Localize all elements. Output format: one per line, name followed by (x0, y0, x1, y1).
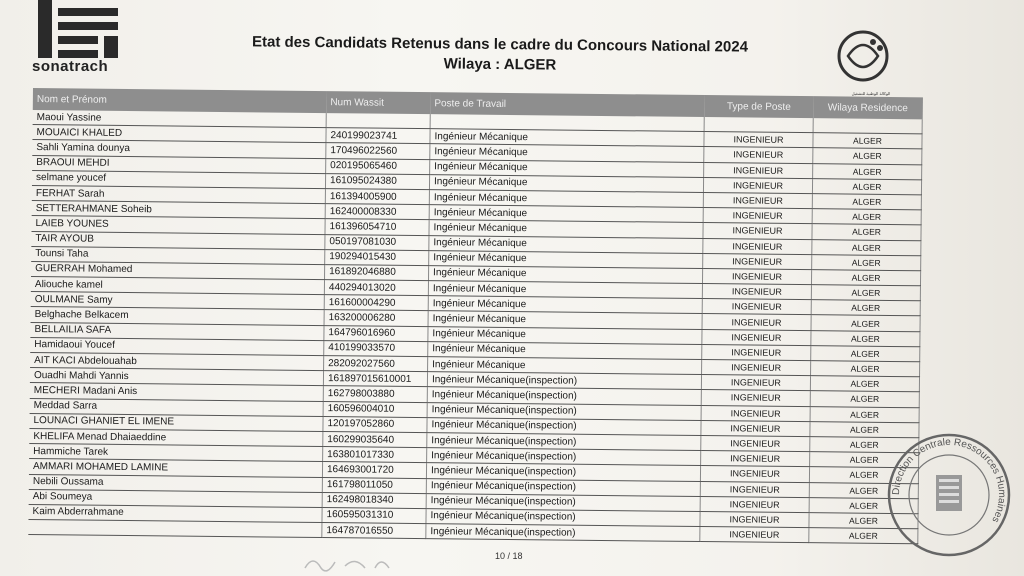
cell-wilaya: ALGER (811, 345, 920, 361)
cell-name: Kaim Abderrahmane (28, 504, 322, 522)
cell-type: INGENIEUR (702, 284, 811, 300)
cell-name: SETTERAHMANE Soheib (32, 201, 326, 219)
cell-poste: Ingénieur Mécanique(inspection) (427, 387, 701, 405)
cell-name: Sahli Yamina dounya (32, 140, 326, 158)
cell-wilaya: ALGER (809, 497, 918, 513)
cell-wilaya: ALGER (812, 254, 921, 270)
page-number: 10 / 18 (495, 551, 523, 561)
cell-type: INGENIEUR (701, 420, 810, 436)
cell-name: Belghache Belkacem (31, 307, 325, 325)
cell-wilaya: ALGER (809, 467, 918, 483)
page-title: Etat des Candidats Retenus dans le cadre du Concours National 2024 (251, 33, 749, 56)
cell-wassit: 120197052860 (323, 416, 427, 432)
cell-wassit: 161095024380 (325, 173, 429, 189)
cell-name: LAIEB YOUNES (32, 216, 326, 234)
cell-type: INGENIEUR (703, 253, 812, 269)
cell-poste: Ingénieur Mécanique (429, 190, 703, 208)
cell-wilaya: ALGER (811, 285, 920, 301)
cell-poste: Ingénieur Mécanique(inspection) (426, 509, 700, 527)
cell-name: Aliouche kamel (31, 277, 325, 295)
candidates-table-wrapper (28, 88, 923, 545)
cell-type: INGENIEUR (702, 314, 811, 330)
cell-name: KHELIFA Menad Dhaiaeddine (29, 428, 323, 446)
cell-poste: Ingénieur Mécanique (428, 281, 702, 299)
cell-wassit: 160595031310 (322, 507, 426, 523)
cell-wilaya: ALGER (812, 194, 921, 210)
agency-arabic-name: الوكالة الوطنية للتشغيل (851, 91, 891, 96)
cell-poste: Ingénieur Mécanique (428, 357, 702, 375)
cell-wassit: 162498018340 (322, 492, 426, 508)
cell-name: BELLAILIA SAFA (30, 322, 324, 340)
cell-wassit: 161394005900 (325, 189, 429, 205)
cell-wilaya: ALGER (810, 437, 919, 453)
handwritten-mark (300, 548, 420, 576)
cell-wilaya: ALGER (810, 421, 919, 437)
cell-wilaya: ALGER (811, 315, 920, 331)
cell-poste: Ingénieur Mécanique(inspection) (427, 448, 701, 466)
cell-wilaya: ALGER (813, 148, 922, 164)
cell-name: Nebili Oussama (29, 474, 323, 492)
cell-name: AMMARI MOHAMED LAMINE (29, 459, 323, 477)
cell-name: MOUAICI KHALED (32, 125, 326, 143)
cell-name: AIT KACI Abdelouahab (30, 352, 324, 370)
cell-poste: Ingénieur Mécanique (428, 341, 702, 359)
cell-wilaya: ALGER (809, 482, 918, 498)
cell-wassit: 410199033570 (324, 340, 428, 356)
cell-poste: Ingénieur Mécanique(inspection) (426, 463, 700, 481)
cell-poste: Ingénieur Mécanique (429, 205, 703, 223)
column-header-wassit: Num Wassit (326, 91, 430, 114)
cell-type: INGENIEUR (704, 147, 813, 163)
column-header-poste: Poste de Travail (430, 92, 704, 117)
cell-wilaya: ALGER (811, 330, 920, 346)
cell-poste: Ingénieur Mécanique(inspection) (426, 493, 700, 511)
cell-name: GUERRAH Mohamed (31, 261, 325, 279)
cell-name: Ouadhi Mahdi Yannis (30, 368, 324, 386)
cell-type: INGENIEUR (700, 481, 809, 497)
cell-type: INGENIEUR (700, 511, 809, 527)
cell-poste: Ingénieur Mécanique (429, 250, 703, 268)
cell-wilaya: ALGER (809, 513, 918, 529)
cell-poste: Ingénieur Mécanique(inspection) (427, 402, 701, 420)
cell-type: INGENIEUR (704, 162, 813, 178)
cell-type: INGENIEUR (700, 466, 809, 482)
cell-wassit: 161798011050 (322, 477, 426, 493)
cell-wassit: 163801017330 (323, 447, 427, 463)
cell-wassit: 164796016960 (324, 325, 428, 341)
cell-type (704, 117, 813, 133)
cell-wilaya: ALGER (811, 361, 920, 377)
cell-poste: Ingénieur Mécanique (429, 235, 703, 253)
cell-name: Maoui Yassine (33, 110, 327, 128)
cell-wassit: 240199023741 (326, 128, 430, 144)
cell-wassit: 160596004010 (323, 401, 427, 417)
cell-name: LOUNACI GHANIET EL IMENE (29, 413, 323, 431)
cell-wilaya: ALGER (811, 300, 920, 316)
cell-wassit: 440294013020 (324, 280, 428, 296)
cell-name: OULMANE Samy (31, 292, 325, 310)
cell-poste: Ingénieur Mécanique (430, 159, 704, 177)
sonatrach-logo-text: sonatrach (32, 58, 109, 75)
cell-name: Abi Soumeya (29, 489, 323, 507)
cell-wassit: 020195065460 (326, 158, 430, 174)
official-stamp-icon (884, 430, 1014, 560)
cell-poste: Ingénieur Mécanique (429, 220, 703, 238)
cell-poste: Ingénieur Mécanique(inspection) (426, 478, 700, 496)
cell-poste: Ingénieur Mécanique (429, 174, 703, 192)
cell-type: INGENIEUR (701, 451, 810, 467)
cell-poste: Ingénieur Mécanique(inspection) (427, 433, 701, 451)
column-header-name: Nom et Prénom (33, 88, 327, 113)
cell-wilaya: ALGER (810, 452, 919, 468)
cell-poste: Ingénieur Mécanique (430, 144, 704, 162)
cell-wassit: 160299035640 (323, 431, 427, 447)
cell-name: Hammiche Tarek (29, 444, 323, 462)
cell-name: TAIR AYOUB (31, 231, 325, 249)
cell-wilaya (813, 118, 922, 134)
cell-poste: Ingénieur Mécanique(inspection) (426, 524, 700, 542)
cell-type: INGENIEUR (701, 435, 810, 451)
cell-type: INGENIEUR (702, 268, 811, 284)
cell-type: INGENIEUR (703, 192, 812, 208)
stamp-text: Direction Centrale Ressources Humaines (890, 436, 1008, 525)
cell-wassit (326, 113, 430, 129)
cell-type: INGENIEUR (704, 132, 813, 148)
cell-poste: Ingénieur Mécanique (428, 311, 702, 329)
cell-name: selmane youcef (32, 170, 326, 188)
candidates-table (28, 88, 923, 545)
cell-type: INGENIEUR (702, 299, 811, 315)
cell-name: MECHERI Madani Anis (30, 383, 324, 401)
cell-poste: Ingénieur Mécanique (430, 129, 704, 147)
cell-type: INGENIEUR (703, 223, 812, 239)
cell-wassit: 161600004290 (324, 295, 428, 311)
cell-wilaya: ALGER (809, 528, 918, 544)
cell-type: INGENIEUR (702, 329, 811, 345)
cell-wilaya: ALGER (813, 133, 922, 149)
cell-wilaya: ALGER (810, 406, 919, 422)
cell-name: Hamidaoui Youcef (30, 337, 324, 355)
cell-wilaya: ALGER (812, 209, 921, 225)
cell-type: INGENIEUR (701, 375, 810, 391)
cell-type: INGENIEUR (703, 177, 812, 193)
cell-wassit: 050197081030 (325, 234, 429, 250)
cell-wassit: 162798003880 (323, 386, 427, 402)
cell-wilaya: ALGER (812, 239, 921, 255)
cell-type: INGENIEUR (700, 496, 809, 512)
cell-wilaya: ALGER (812, 224, 921, 240)
cell-type: INGENIEUR (703, 208, 812, 224)
column-header-wilaya: Wilaya Residence (813, 96, 922, 119)
column-header-type: Type de Poste (704, 95, 813, 118)
cell-wassit: 161897015610001 (323, 371, 427, 387)
cell-name: Meddad Sarra (30, 398, 324, 416)
cell-poste: Ingénieur Mécanique(inspection) (427, 372, 701, 390)
cell-wilaya: ALGER (810, 376, 919, 392)
cell-type: INGENIEUR (701, 405, 810, 421)
cell-name (28, 520, 322, 538)
cell-poste: Ingénieur Mécanique (429, 266, 703, 284)
cell-type: INGENIEUR (702, 344, 811, 360)
cell-poste: Ingénieur Mécanique(inspection) (427, 417, 701, 435)
cell-name: BRAOUI MEHDI (32, 155, 326, 173)
cell-poste: Ingénieur Mécanique (428, 326, 702, 344)
page-subtitle: Wilaya : ALGER (443, 55, 557, 74)
cell-type: INGENIEUR (700, 527, 809, 543)
cell-name: FERHAT Sarah (32, 185, 326, 203)
cell-wilaya: ALGER (810, 391, 919, 407)
cell-wassit: 170496022560 (326, 143, 430, 159)
cell-wassit: 161892046880 (325, 264, 429, 280)
cell-type: INGENIEUR (702, 360, 811, 376)
cell-type: INGENIEUR (701, 390, 810, 406)
cell-wassit: 161396054710 (325, 219, 429, 235)
cell-wilaya: ALGER (811, 270, 920, 286)
cell-type: INGENIEUR (703, 238, 812, 254)
cell-wassit: 164693001720 (322, 462, 426, 478)
cell-wassit: 282092027560 (324, 356, 428, 372)
cell-wassit: 164787016550 (322, 523, 426, 539)
cell-poste: Ingénieur Mécanique (428, 296, 702, 314)
cell-wilaya: ALGER (813, 163, 922, 179)
cell-wassit: 162400008330 (325, 204, 429, 220)
cell-wilaya: ALGER (812, 178, 921, 194)
table-body (28, 110, 922, 544)
cell-name: Tounsi Taha (31, 246, 325, 264)
cell-wassit: 190294015430 (325, 249, 429, 265)
cell-wassit: 163200006280 (324, 310, 428, 326)
